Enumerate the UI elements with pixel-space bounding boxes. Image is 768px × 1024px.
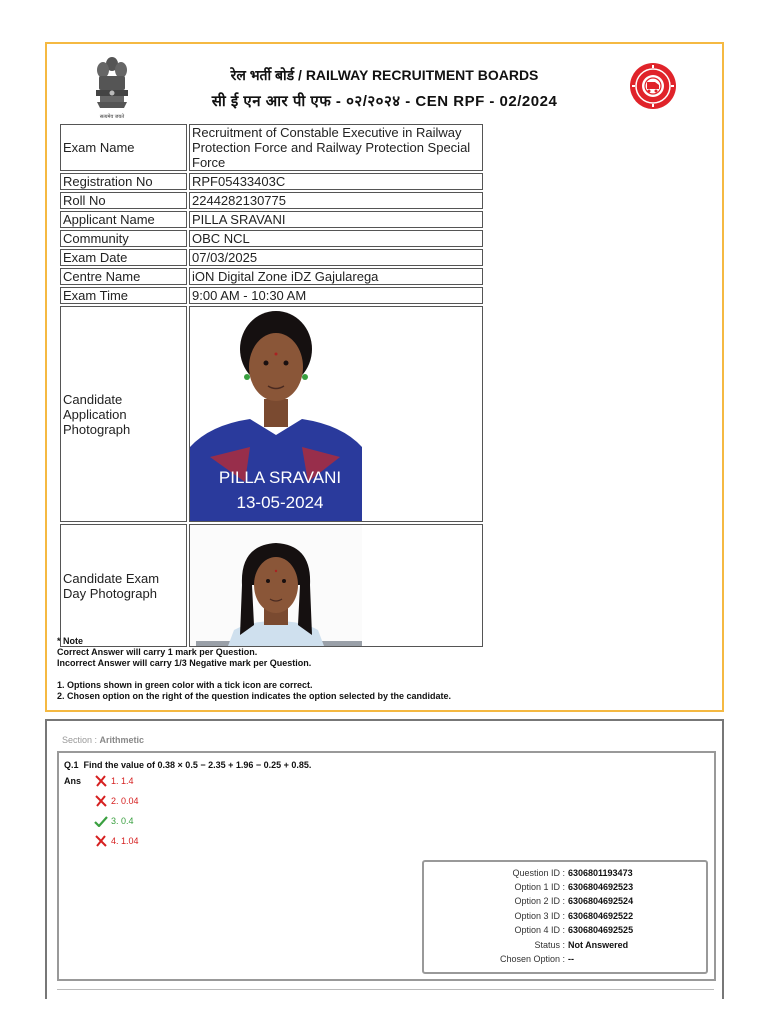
detail-value: 6306804692524 <box>568 896 634 906</box>
row-value: RPF05433403C <box>189 173 483 190</box>
detail-label: Option 4 ID : <box>514 925 565 935</box>
row-value: PILLA SRAVANI <box>189 211 483 228</box>
detail-row <box>424 911 706 921</box>
question-body: Find the value of 0.38 × 0.5 − 2.35 + 1.96 − 0.25 + 0.85. <box>83 760 312 770</box>
option-4 <box>94 835 139 847</box>
exam-day-photo-label: Candidate Exam Day Photograph <box>60 524 187 647</box>
candidate-details-table <box>58 122 485 649</box>
notice-number: सी ई एन आर पी एफ - ०२/२०२४ - CEN RPF - 02/2024 <box>211 93 558 110</box>
row-label: Registration No <box>60 173 187 190</box>
detail-label: Option 2 ID : <box>514 896 565 906</box>
question-box <box>57 751 716 981</box>
application-photo-label: Candidate Application Photograph <box>60 306 187 522</box>
indian-railways-logo-icon <box>629 62 677 110</box>
note-line: 2. Chosen option on the right of the question indicates the option selected by the candidate. <box>57 691 452 701</box>
option-label: 3. 0.4 <box>111 816 134 826</box>
photo-caption-name: PILLA SRAVANI <box>218 468 342 487</box>
row-label: Centre Name <box>60 268 187 285</box>
application-photo <box>190 307 362 521</box>
section-name: Arithmetic <box>99 735 145 745</box>
question-text <box>64 760 311 770</box>
table-row <box>60 173 483 190</box>
board-title: रेल भर्ती बोर्ड / RAILWAY RECRUITMENT BOARDS <box>230 67 539 83</box>
section-label <box>62 735 144 745</box>
detail-value: Not Answered <box>568 940 629 950</box>
row-value: iON Digital Zone iDZ Gajularega <box>189 268 483 285</box>
notes <box>57 636 451 702</box>
note-line: Correct Answer will carry 1 mark per Question. <box>57 647 258 657</box>
emblem-caption: सत्यमेव जयते <box>99 114 125 120</box>
detail-row <box>424 882 706 892</box>
row-label: Exam Time <box>60 287 187 304</box>
detail-label: Chosen Option : <box>499 954 565 964</box>
admit-card-header <box>45 42 724 712</box>
question-details-box <box>422 860 708 974</box>
option-1 <box>94 775 134 787</box>
detail-label: Option 1 ID : <box>514 882 565 892</box>
row-label: Applicant Name <box>60 211 187 228</box>
detail-label: Status : <box>534 940 565 950</box>
detail-row <box>424 925 706 935</box>
bottom-divider <box>57 989 714 990</box>
table-row <box>60 230 483 247</box>
table-row <box>60 524 483 647</box>
table-row <box>60 124 483 171</box>
question-number: Q.1 <box>64 760 79 770</box>
detail-value: 6306804692525 <box>568 925 634 935</box>
row-value: 9:00 AM - 10:30 AM <box>189 287 483 304</box>
detail-value: 6306804692523 <box>568 882 634 892</box>
application-photo-cell <box>189 306 483 522</box>
section-prefix: Section : <box>62 735 100 745</box>
question-panel <box>45 719 724 999</box>
row-value: 2244282130775 <box>189 192 483 209</box>
option-2 <box>94 795 139 807</box>
detail-row <box>424 940 706 950</box>
detail-label: Question ID : <box>512 868 565 878</box>
row-label: Exam Date <box>60 249 187 266</box>
row-label: Exam Name <box>60 124 187 171</box>
note-heading: * Note <box>57 636 84 646</box>
photo-caption-date: 13-05-2024 <box>236 493 324 512</box>
cross-icon <box>94 835 108 847</box>
row-value: OBC NCL <box>189 230 483 247</box>
detail-label: Option 3 ID : <box>514 911 565 921</box>
option-label: 4. 1.04 <box>111 836 139 846</box>
note-line: 1. Options shown in green color with a tick icon are correct. <box>57 680 313 690</box>
note-line: Incorrect Answer will carry 1/3 Negative mark per Question. <box>57 658 312 668</box>
table-row <box>60 287 483 304</box>
table-row <box>60 192 483 209</box>
detail-row <box>424 896 706 906</box>
cross-icon <box>94 795 108 807</box>
detail-value: 6306801193473 <box>568 868 633 878</box>
row-label: Community <box>60 230 187 247</box>
option-3 <box>94 815 134 827</box>
option-label: 2. 0.04 <box>111 796 139 806</box>
check-icon <box>94 815 108 827</box>
table-row <box>60 268 483 285</box>
cross-icon <box>94 775 108 787</box>
option-label: 1. 1.4 <box>111 776 134 786</box>
exam-day-photo <box>190 525 362 646</box>
detail-row <box>424 954 706 964</box>
ans-label: Ans <box>64 776 82 786</box>
detail-value: -- <box>568 954 574 964</box>
row-value: Recruitment of Constable Executive in Railway Protection Force and Railway Protection Special Force <box>189 124 483 171</box>
table-row <box>60 306 483 522</box>
exam-day-photo-cell <box>189 524 483 647</box>
detail-row <box>424 868 706 878</box>
table-row <box>60 249 483 266</box>
table-row <box>60 211 483 228</box>
detail-value: 6306804692522 <box>568 911 634 921</box>
row-value: 07/03/2025 <box>189 249 483 266</box>
row-label: Roll No <box>60 192 187 209</box>
